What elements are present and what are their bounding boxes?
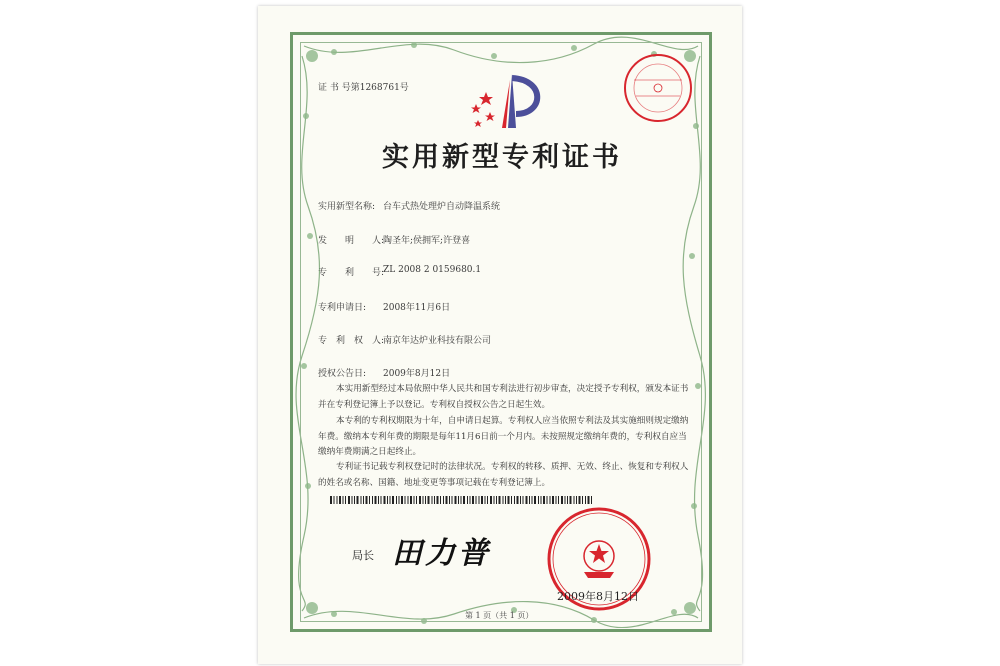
barcode-bar <box>390 496 391 504</box>
barcode-bar <box>437 496 439 504</box>
barcode-bar <box>585 496 586 504</box>
barcode-bar <box>520 496 521 504</box>
field-label-grant-date: 授权公告日: <box>318 369 367 379</box>
barcode-bar <box>582 496 583 504</box>
barcode-bar <box>423 496 424 504</box>
barcode-bar <box>399 496 400 504</box>
barcode-bar <box>354 496 355 504</box>
barcode-bar <box>432 496 433 504</box>
barcode-bar <box>523 496 524 504</box>
barcode-bar <box>461 496 462 504</box>
barcode-bar <box>363 496 364 504</box>
barcode-bar <box>511 496 512 504</box>
certificate-number: 证 书 号第1268761号 <box>318 83 409 93</box>
barcode-bar <box>503 496 504 504</box>
barcode-bar <box>369 496 370 504</box>
field-label-utility-name: 实用新型名称: <box>318 202 376 212</box>
barcode-bar <box>476 496 477 504</box>
barcode-bar <box>392 496 394 504</box>
barcode-bar <box>558 496 559 504</box>
barcode-bar <box>496 496 497 504</box>
field-label-application-date: 专利申请日: <box>318 303 367 313</box>
page-footer: 第 1 页（共 1 页） <box>465 611 534 620</box>
barcode <box>330 496 592 504</box>
barcode-bar <box>463 496 465 504</box>
field-value-inventors: 陶圣年;侯拥军;许登喜 <box>383 236 471 246</box>
barcode-bar <box>352 496 353 504</box>
paragraph-legal-status: 专利证书记载专利权登记时的法律状况。专利权的转移、质押、无效、终止、恢复和专利权人的姓名或名称、国籍、地址变更等事项记载在专利登记簿上。 <box>318 462 689 488</box>
barcode-bar <box>384 496 386 504</box>
barcode-bar <box>485 496 486 504</box>
barcode-bar <box>487 496 488 504</box>
field-value-patent-number: ZL 2008 2 0159680.1 <box>383 265 482 275</box>
barcode-bar <box>443 496 444 504</box>
barcode-bar <box>396 496 397 504</box>
barcode-bar <box>428 496 430 504</box>
barcode-bar <box>440 496 441 504</box>
barcode-bar <box>343 496 344 504</box>
barcode-bar <box>452 496 453 504</box>
patent-office-logo <box>466 70 546 132</box>
barcode-bar <box>425 496 426 504</box>
barcode-bar <box>361 496 362 504</box>
barcode-bar <box>375 496 377 504</box>
barcode-bar <box>479 496 480 504</box>
barcode-bar <box>526 496 528 504</box>
barcode-bar <box>372 496 373 504</box>
barcode-bar <box>405 496 406 504</box>
barcode-bar <box>534 496 536 504</box>
barcode-bar <box>541 496 542 504</box>
field-label-inventors: 发 明 人: <box>318 236 385 246</box>
agency-stamp <box>620 50 696 126</box>
barcode-bar <box>514 496 515 504</box>
director-signature: 田力普 <box>392 536 491 571</box>
barcode-bar <box>550 496 551 504</box>
barcode-bar <box>455 496 457 504</box>
barcode-bar <box>401 496 403 504</box>
barcode-bar <box>529 496 530 504</box>
barcode-bar <box>337 496 338 504</box>
barcode-bar <box>505 496 506 504</box>
barcode-bar <box>348 496 350 504</box>
barcode-bar <box>416 496 417 504</box>
barcode-bar <box>508 496 510 504</box>
barcode-bar <box>517 496 519 504</box>
barcode-bar <box>556 496 557 504</box>
barcode-bar <box>345 496 346 504</box>
barcode-bar <box>387 496 388 504</box>
barcode-bar <box>330 496 332 504</box>
field-value-utility-name: 台车式热处理炉自动降温系统 <box>383 202 501 212</box>
barcode-bar <box>446 496 448 504</box>
field-value-grant-date: 2009年8月12日 <box>383 369 451 379</box>
barcode-bar <box>414 496 415 504</box>
barcode-bar <box>334 496 335 504</box>
paragraph-term-notice: 本专利的专利权期限为十年，自申请日起算。专利权人应当依照专利法及其实施细则规定缴纳年费。缴纳本专利年费的期限是每年11月6日前一个月内。未按照规定缴纳年费的，专利权自应当缴纳年费期满之日起终止。 <box>318 416 689 457</box>
barcode-bar <box>570 496 572 504</box>
barcode-bar <box>410 496 412 504</box>
barcode-bar <box>467 496 468 504</box>
field-label-patentee: 专 利 权 人: <box>318 336 385 346</box>
barcode-bar <box>472 496 474 504</box>
issue-date: 2009年8月12日 <box>557 590 639 603</box>
barcode-bar <box>419 496 421 504</box>
barcode-bar <box>366 496 368 504</box>
barcode-bar <box>381 496 382 504</box>
barcode-bar <box>567 496 568 504</box>
field-value-patentee: 南京年达炉业科技有限公司 <box>383 336 492 346</box>
barcode-bar <box>591 496 592 504</box>
barcode-bar <box>357 496 359 504</box>
barcode-bar <box>499 496 501 504</box>
barcode-bar <box>547 496 548 504</box>
barcode-bar <box>561 496 563 504</box>
field-value-application-date: 2008年11月6日 <box>383 303 451 313</box>
barcode-bar <box>494 496 495 504</box>
barcode-bar <box>481 496 483 504</box>
barcode-bar <box>434 496 435 504</box>
barcode-bar <box>565 496 566 504</box>
barcode-bar <box>339 496 341 504</box>
barcode-bar <box>449 496 450 504</box>
barcode-bar <box>378 496 379 504</box>
barcode-bar <box>579 496 581 504</box>
barcode-bar <box>490 496 492 504</box>
barcode-bar <box>538 496 539 504</box>
field-label-patent-number: 专 利 号: <box>318 268 385 278</box>
barcode-bar <box>470 496 471 504</box>
barcode-bar <box>588 496 590 504</box>
barcode-bar <box>532 496 533 504</box>
barcode-bar <box>552 496 554 504</box>
director-label: 局长 <box>352 549 374 562</box>
certificate-title: 实用新型专利证书 <box>382 142 622 173</box>
barcode-bar <box>458 496 459 504</box>
barcode-bar <box>408 496 409 504</box>
barcode-bar <box>574 496 575 504</box>
paragraph-grant-notice: 本实用新型经过本局依照中华人民共和国专利法进行初步审查，决定授予专利权，颁发本证书并在专利登记簿上予以登记。专利权自授权公告之日起生效。 <box>318 384 689 410</box>
barcode-bar <box>576 496 577 504</box>
barcode-bar <box>543 496 545 504</box>
